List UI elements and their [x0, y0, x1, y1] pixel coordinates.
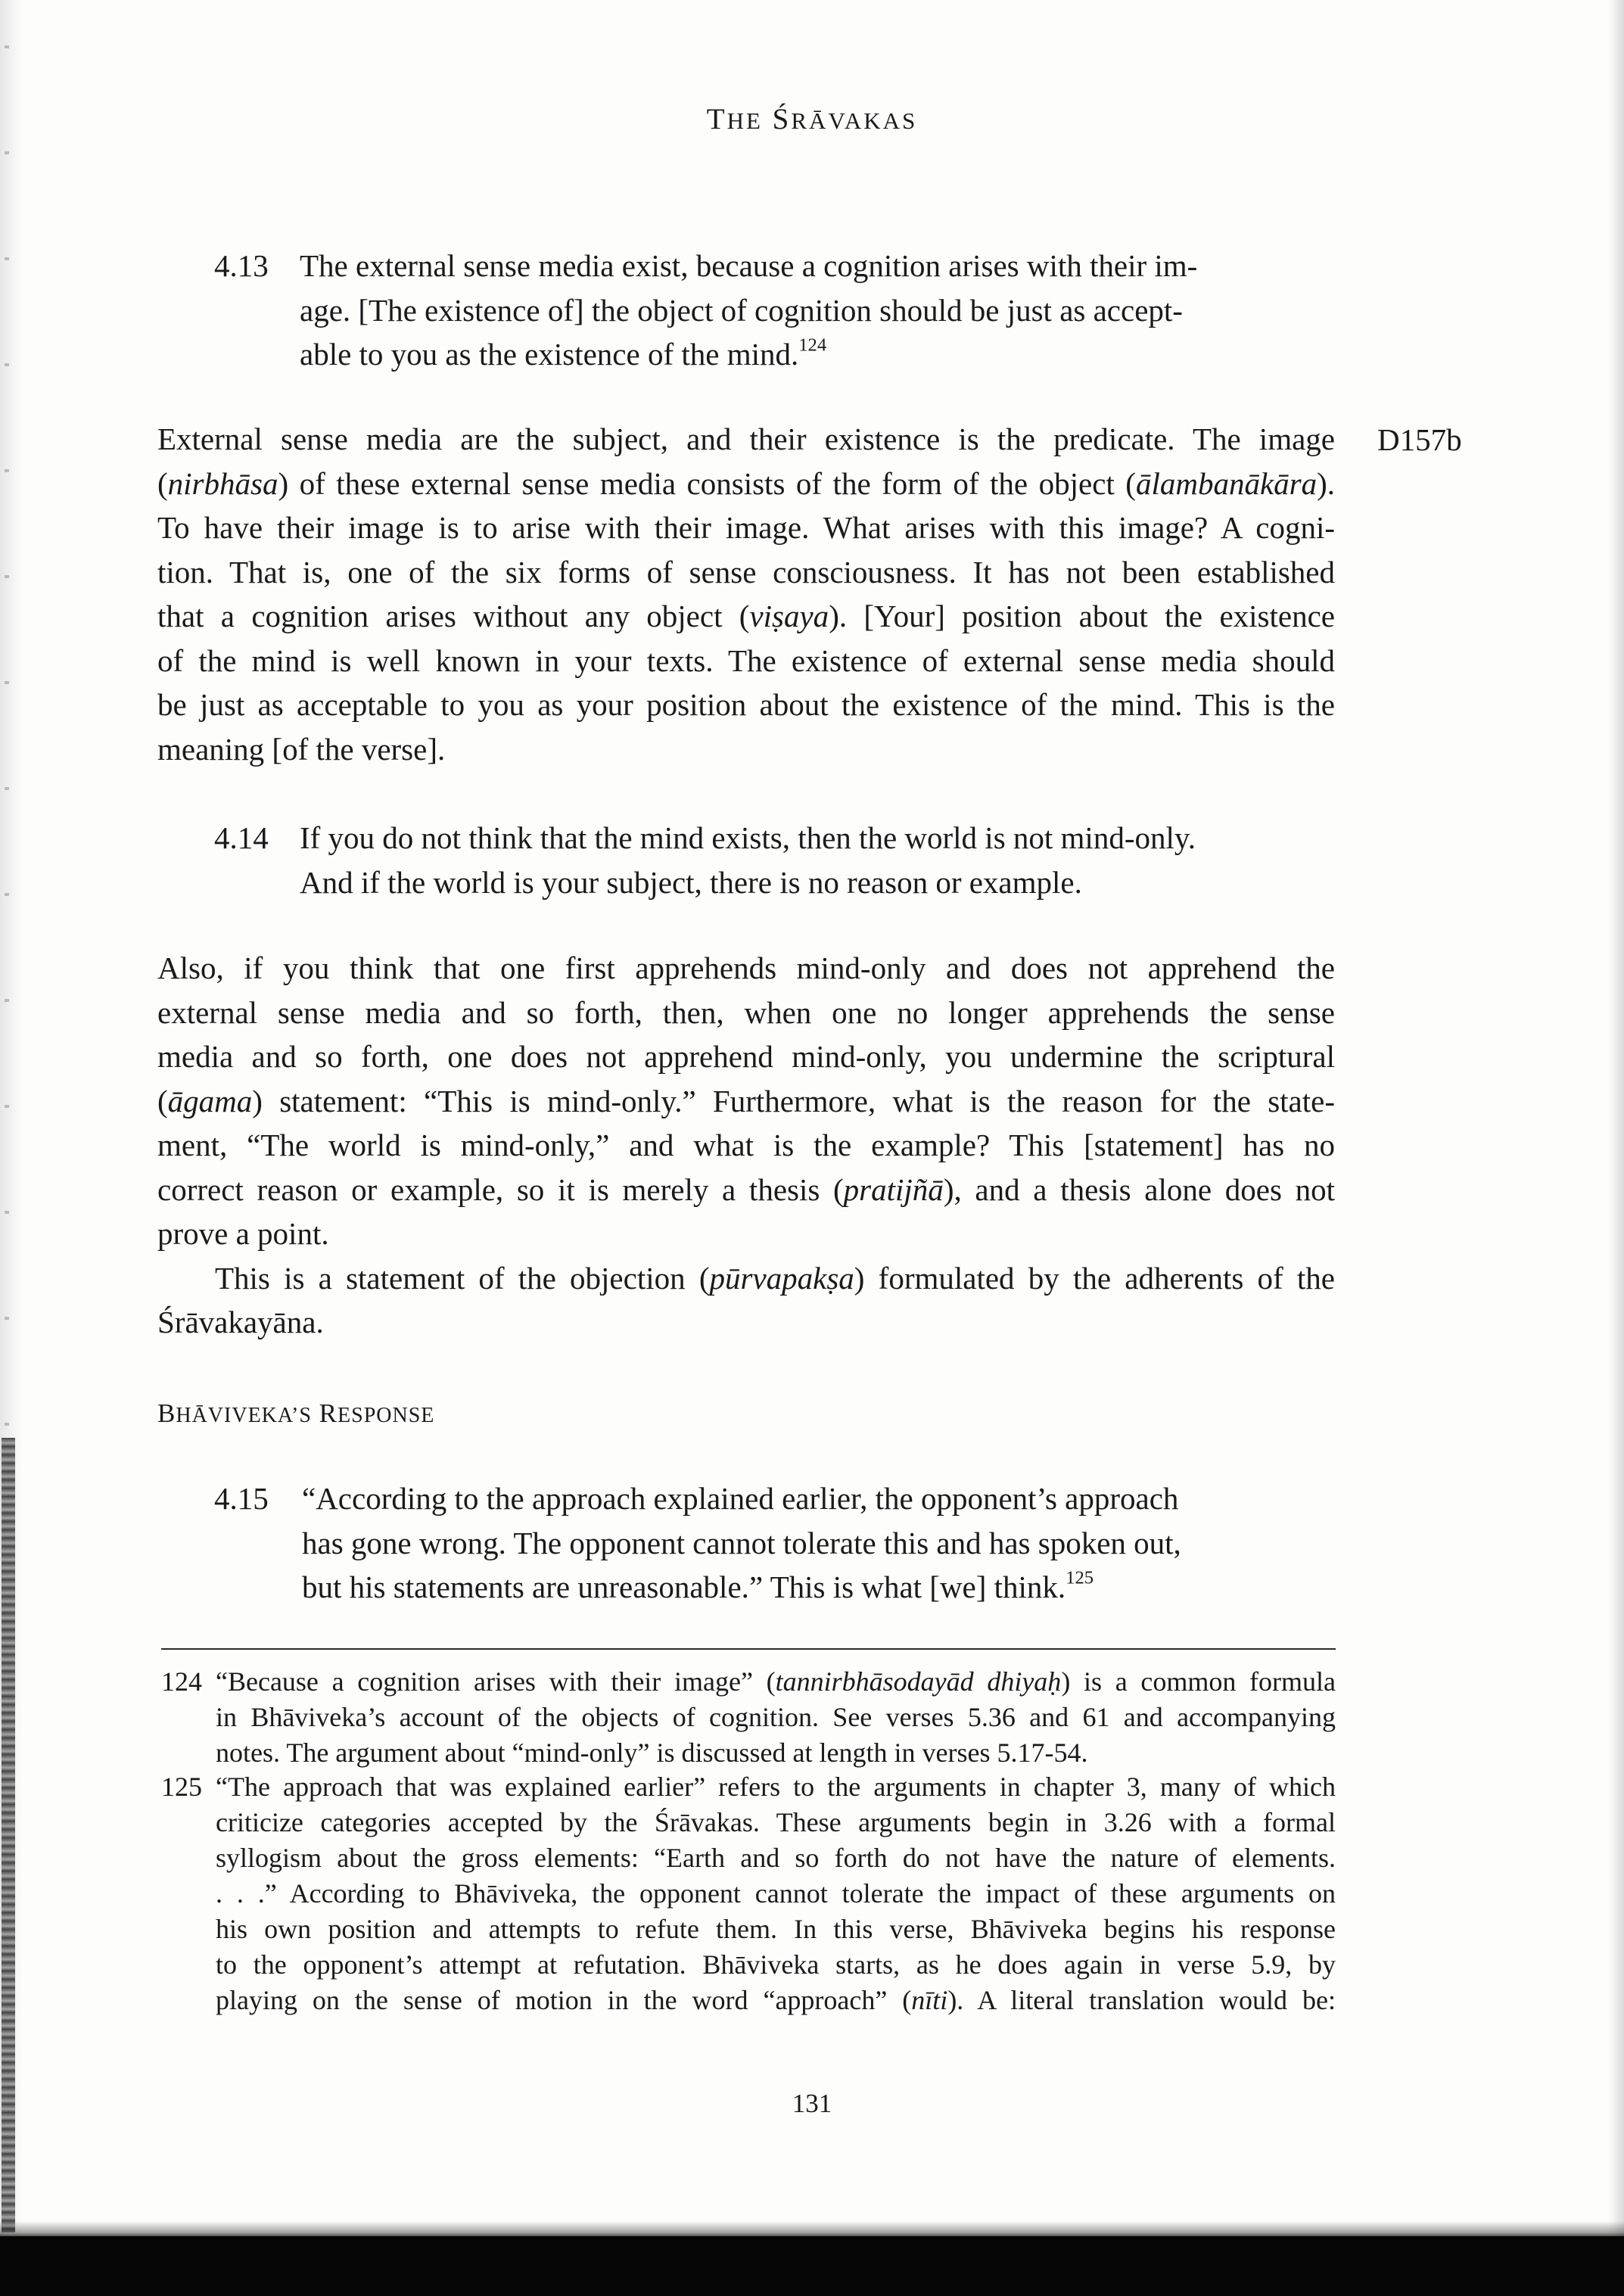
text-line: external sense media and so forth, then, when one no longer apprehends the sense: [157, 994, 1335, 1030]
verse-4-15: [214, 1476, 1289, 1610]
verse-line: but his statements are unreasonable.” This is what [we] think.: [302, 1570, 1066, 1604]
scan-bottom-band: [0, 2236, 1624, 2296]
scan-right-edge: [1607, 0, 1624, 2240]
verse-line: If you do not think that the mind exists, then the world is not mind-only.: [300, 820, 1196, 855]
verse-line: has gone wrong. The opponent cannot tolerate this and has spoken out,: [302, 1525, 1181, 1560]
sanskrit-term: tannirbhāsodayād dhiyaḥ: [775, 1666, 1062, 1697]
page-number: 131: [792, 2089, 832, 2118]
footnote-line: notes. The argument about “mind-only” is discussed at length in verses 5.17-54.: [216, 1738, 1088, 1768]
sanskrit-term: nīti: [911, 1985, 948, 2015]
sanskrit-term: pūrvapakṣa: [709, 1260, 854, 1296]
footnote-line: “The approach that was explained earlier” refers to the arguments in chapter 3, many of which: [216, 1772, 1336, 1802]
paragraph-2: [157, 946, 1335, 1345]
text-line: meaning [of the verse].: [157, 731, 446, 767]
text-line: prove a point.: [157, 1216, 329, 1251]
footnote-line: criticize categories accepted by the Śrāvakas. These arguments begin in 3.26 with a formal: [216, 1807, 1336, 1837]
verse-number: 4.13: [214, 248, 269, 283]
verse-line: age. [The existence of] the object of cognition should be just as accept-: [300, 292, 1183, 328]
footnote-ref: 125: [1066, 1567, 1094, 1588]
footnote-125: [161, 1769, 1336, 2018]
paragraph-1: [157, 417, 1335, 771]
text-line: Śrāvakayāna.: [157, 1305, 324, 1339]
text-line: To have their image is to arise with their image. What arises with this image? A cogni-: [157, 510, 1335, 545]
footnote-ref: 124: [798, 334, 827, 356]
text-line: of the mind is well known in your texts. The existence of external sense media should: [157, 642, 1335, 678]
verse-number: 4.15: [214, 1481, 269, 1516]
footnote-line: to the opponent’s attempt at refutation. Bhāviveka starts, as he does again in verse 5.9, by: [216, 1949, 1336, 1980]
footnote-line: in Bhāviveka’s account of the objects of cognition. See verses 5.36 and 61 and accompanying: [216, 1702, 1336, 1732]
verse-line: able to you as the existence of the mind.: [300, 337, 799, 372]
sanskrit-term: viṣaya: [749, 599, 829, 633]
verse-line: “According to the approach explained earlier, the opponent’s approach: [302, 1481, 1179, 1516]
verse-number: 4.14: [214, 820, 269, 855]
footnote-number: 125: [161, 1772, 202, 1802]
sanskrit-term: pratijñā: [843, 1171, 944, 1207]
verse-line: The external sense media exist, because a cognition arises with their im-: [300, 248, 1198, 283]
footnote-rule: [161, 1648, 1336, 1650]
verse-4-13: [214, 244, 1289, 377]
footnote-line: syllogism about the gross elements: “Earth and so forth do not have the nature of elements.: [216, 1843, 1336, 1873]
text-line: be just as acceptable to you as your position about the existence of the mind. This is the: [157, 687, 1335, 722]
text-line: (nirbhāsa) of these external sense media consists of the form of the object (ālambanākāra).: [157, 465, 1335, 501]
footnote-number: 124: [161, 1666, 202, 1697]
footnote-line: playing on the sense of motion in the word “approach” (nīti). A literal translation would be:: [216, 1985, 1336, 2015]
text-line: ment, “The world is mind-only,” and what is the example? This [statement] has no: [157, 1128, 1335, 1162]
sanskrit-term: ālambanākāra: [1135, 465, 1318, 501]
footnote-line: . . .” According to Bhāviveka, the opponent cannot tolerate the impact of these arguments on: [216, 1878, 1336, 1909]
verse-line: And if the world is your subject, there is no reason or example.: [300, 864, 1082, 900]
margin-page-reference: D157b: [1377, 422, 1462, 457]
section-heading: BHĀVIVEKA’S RESPONSE: [157, 1398, 435, 1428]
verse-4-14: [214, 816, 1289, 904]
scan-binding-marks: [5, 0, 9, 1438]
sanskrit-term: nirbhāsa: [167, 465, 278, 501]
footnote-line: “Because a cognition arises with their image” (tannirbhāsodayād dhiyaḥ) is a common formula: [216, 1666, 1336, 1697]
running-head: THE ŚRĀVAKAS: [706, 103, 918, 135]
text-line: This is a statement of the objection (pūrvapakṣa) formulated by the adherents of the: [215, 1260, 1336, 1296]
text-line: External sense media are the subject, and their existence is the predicate. The image: [157, 422, 1335, 456]
text-line: media and so forth, one does not apprehend mind-only, you undermine the scriptural: [157, 1039, 1335, 1074]
text-line: tion. That is, one of the six forms of sense consciousness. It has not been established: [157, 554, 1335, 590]
text-line: Also, if you think that one first apprehends mind-only and does not apprehend the: [157, 950, 1335, 985]
footnote-124: [161, 1664, 1336, 1771]
text-line: that a cognition arises without any object (viṣaya). [Your] position about the existence: [157, 599, 1335, 633]
text-line: correct reason or example, so it is merely a thesis (pratijñā), and a thesis alone does not: [157, 1171, 1335, 1207]
footnote-line: his own position and attempts to refute them. In this verse, Bhāviveka begins his response: [216, 1914, 1336, 1944]
sanskrit-term: āgama: [167, 1083, 253, 1118]
text-line: (āgama) statement: “This is mind-only.” Furthermore, what is the reason for the state-: [157, 1083, 1335, 1118]
